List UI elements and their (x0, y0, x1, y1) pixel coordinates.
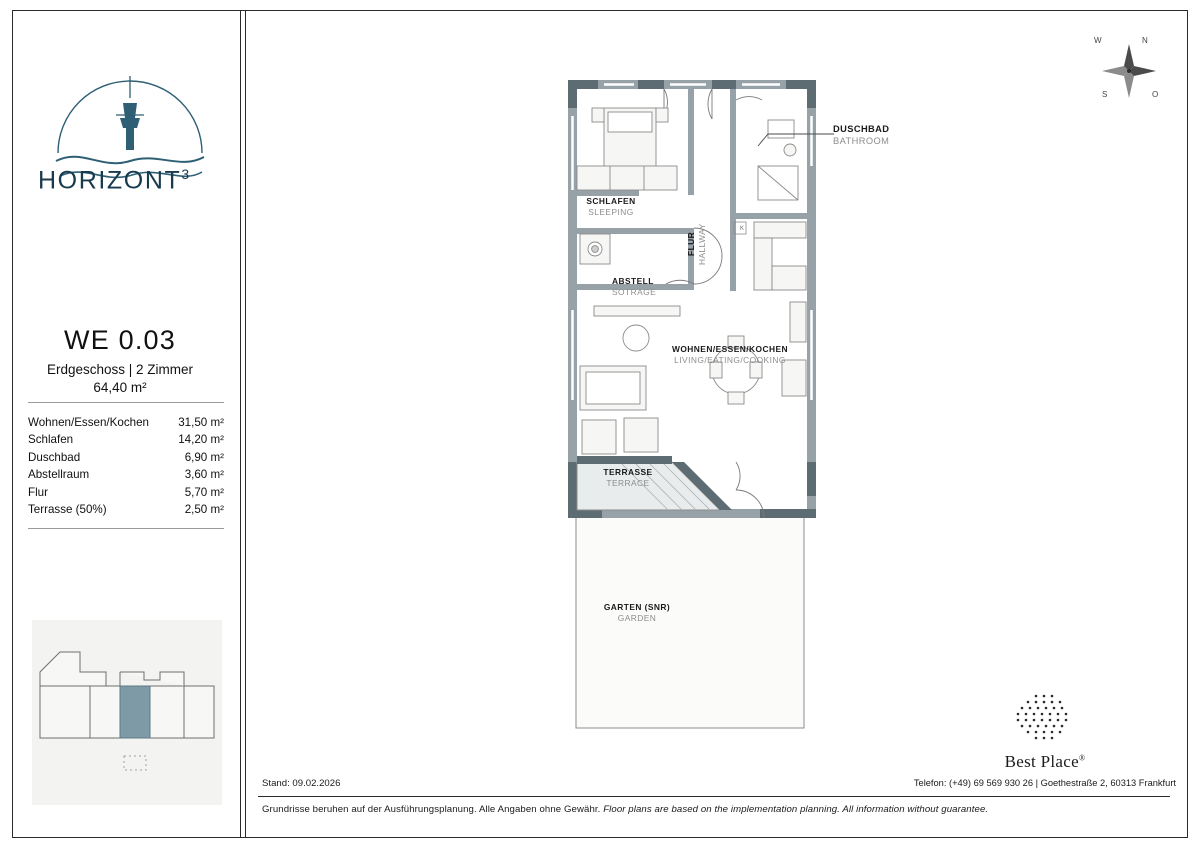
room-label-storage-en: SOTRAGE (612, 287, 657, 297)
brand-name (38, 166, 191, 195)
unit-total-area: 64,40 m² (93, 380, 147, 395)
unit-subtitle: Erdgeschoss | 2 Zimmer (46, 362, 194, 377)
floor-plan-drawing (560, 70, 820, 730)
room-label-garden-en: GARDEN (617, 613, 657, 623)
bathroom-callout-line (756, 120, 836, 150)
panel-divider-right (245, 10, 246, 838)
room-label-hallway (686, 216, 708, 272)
registered-mark: ® (1078, 753, 1086, 763)
room-label-living (620, 344, 840, 366)
compass-label-south: S (1102, 90, 1108, 99)
room-label-garden-de: GARTEN (SNR) (603, 602, 671, 612)
list-item (28, 414, 224, 431)
disclaimer-en: Floor plans are based on the implementation planning. All information without guarantee. (603, 804, 989, 815)
panel-divider-left (240, 10, 241, 838)
room-label-terrace (578, 467, 678, 489)
best-place-wordmark (950, 752, 1140, 772)
room-area: 6,90 m² (184, 450, 224, 464)
room-name: Flur (28, 485, 48, 499)
callout-bathroom (833, 123, 889, 147)
brand-superscript: 3 (181, 166, 191, 182)
footer-divider (258, 796, 1170, 797)
room-area: 31,50 m² (178, 416, 224, 429)
room-label-storage-de: ABSTELL (612, 276, 654, 286)
room-label-living-en: LIVING/EATING/COOKING (674, 355, 786, 365)
key-plan-diagram (32, 620, 222, 805)
callout-bathroom-en: BATHROOM (833, 136, 890, 146)
contact-info: Telefon: (+49) 69 569 930 26 | Goethestraße 2, 60313 Frankfurt (913, 778, 1176, 788)
best-place-name: Best Place (1004, 752, 1079, 771)
room-name: Duschbad (28, 450, 81, 464)
disclaimer-de: Grundrisse beruhen auf der Ausführungsplanung. Alle Angaben ohne Gewähr. (262, 804, 601, 815)
svg-text:K: K (740, 226, 745, 232)
brand-name-text: HORIZONT (38, 166, 182, 195)
divider-below-rooms (28, 528, 224, 529)
room-name: Terrasse (50%) (28, 503, 107, 517)
room-name: Schlafen (28, 433, 74, 447)
list-item (28, 484, 224, 501)
room-name: Abstellraum (28, 468, 90, 482)
room-label-sleeping-en: SLEEPING (588, 207, 634, 217)
room-label-living-de: WOHNEN/ESSEN/KOCHEN (671, 344, 789, 354)
room-label-garden (572, 602, 702, 624)
list-item (28, 466, 224, 483)
compass-rose-icon (1090, 32, 1168, 110)
room-label-sleeping-de: SCHLAFEN (586, 196, 636, 206)
unit-title: WE 0.03 (64, 325, 176, 355)
callout-bathroom-de: DUSCHBAD (833, 124, 890, 134)
room-area: 3,60 m² (184, 468, 224, 482)
compass-label-east: O (1152, 90, 1159, 99)
compass-label-north: N (1142, 36, 1148, 45)
room-label-terrace-en: TERRACE (606, 478, 650, 488)
room-label-sleeping (556, 196, 666, 218)
room-area-list (28, 414, 224, 518)
room-area: 2,50 m² (184, 503, 224, 517)
room-label-storage (612, 276, 692, 298)
compass-label-west: W (1094, 36, 1102, 45)
room-area: 14,20 m² (178, 433, 224, 447)
best-place-logo-icon (1000, 690, 1088, 750)
list-item (28, 431, 224, 448)
disclaimer (262, 804, 1172, 815)
room-label-hallway-en: HALLWAY (697, 223, 707, 265)
room-name: Wohnen/Essen/Kochen (28, 416, 149, 429)
room-label-hallway-de: FLUR (686, 231, 696, 257)
room-label-terrace-de: TERRASSE (603, 467, 653, 477)
divider-above-rooms (28, 402, 224, 403)
stand-date: Stand: 09.02.2026 (262, 778, 341, 789)
list-item (28, 449, 224, 466)
list-item (28, 501, 224, 518)
room-area: 5,70 m² (184, 485, 224, 499)
